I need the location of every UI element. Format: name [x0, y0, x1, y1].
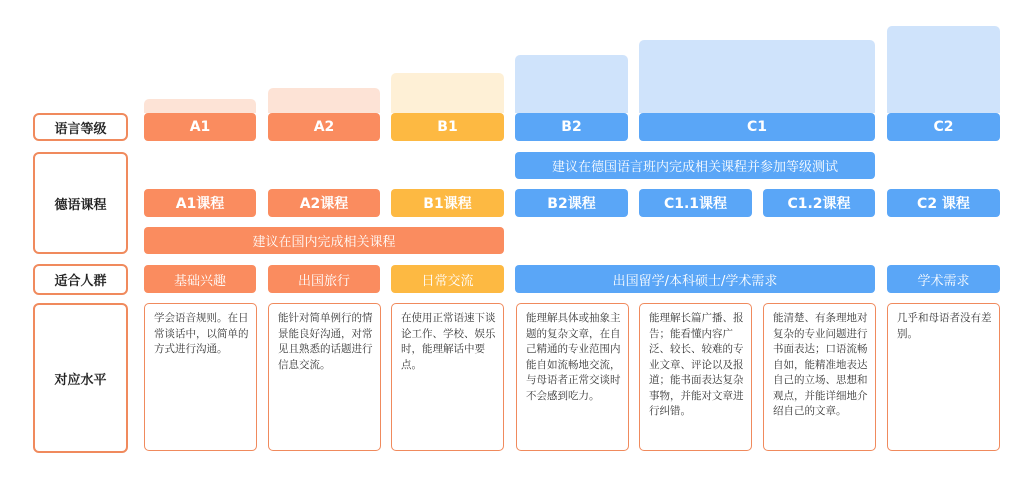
course-c1-1: [639, 189, 752, 217]
course-b1-text: B1课程: [423, 196, 472, 212]
course-b2: [515, 189, 628, 217]
description-c1-1-text: 能理解长篇广播、报告；能看懂内容广泛、较长、较难的专业文章、评论以及报道；能书面表达复杂事物，并能对文章进行纠错。: [649, 312, 744, 417]
course-a1: [144, 189, 256, 217]
description-b1: [391, 303, 504, 451]
audience-academic-text: 学术需求: [917, 273, 970, 289]
row-label-audience-text: 适合人群: [54, 274, 107, 289]
audience-basic-interest: [144, 265, 256, 293]
description-a2: [268, 303, 381, 451]
level-bar-a2: [268, 88, 380, 113]
course-c1-2: [763, 189, 875, 217]
germany-course-note: [515, 152, 875, 179]
course-c1-2-text: C1.2课程: [787, 196, 851, 212]
description-a2-text: 能针对简单例行的情景能良好沟通，对常见且熟悉的话题进行信息交流。: [278, 312, 373, 371]
audience-travel-text: 出国旅行: [297, 273, 350, 289]
course-b1: [391, 189, 504, 217]
description-b1-text: 在使用正常语速下谈论工作、学校、娱乐时，能理解话中要点。: [401, 312, 496, 371]
description-b2-text: 能理解具体或抽象主题的复杂文章，在自己精通的专业范围内能自如流畅地交流，与母语者正常交谈时不会感到吃力。: [526, 312, 621, 402]
level-bar-c1: [639, 40, 875, 113]
audience-basic-interest-text: 基础兴趣: [173, 273, 226, 289]
description-c2: [887, 303, 1000, 451]
description-c2-text: 几乎和母语者没有差别。: [897, 312, 992, 340]
level-c2-text: C2: [933, 119, 954, 135]
row-label-ability-text: 对应水平: [54, 372, 107, 388]
audience-study-abroad: [515, 265, 875, 293]
audience-study-abroad-text: 出国留学/本科硕士/学术需求: [612, 273, 778, 289]
domestic-course-note: [144, 227, 504, 254]
level-b2: [515, 113, 628, 141]
course-a2-text: A2课程: [299, 196, 349, 212]
row-label-level-text: 语言等级: [54, 121, 107, 137]
level-b1: [391, 113, 504, 141]
level-bar-c2: [887, 26, 1000, 113]
course-a1-text: A1课程: [175, 196, 225, 212]
level-bar-a1: [144, 99, 256, 113]
description-a1-text: 学会语音规则。在日常谈话中，以简单的方式进行沟通。: [154, 312, 249, 355]
level-b2-text: B2: [561, 119, 582, 135]
description-a1: [144, 303, 257, 451]
course-c2: [887, 189, 1000, 217]
level-a2-text: A2: [313, 119, 335, 135]
description-b2: [516, 303, 629, 451]
description-c1-2: [763, 303, 876, 451]
audience-daily: [391, 265, 504, 293]
level-a2: [268, 113, 380, 141]
course-a2: [268, 189, 380, 217]
level-bar-b2: [515, 55, 628, 113]
level-c2: [887, 113, 1000, 141]
germany-course-note-text: 建议在德国语言班内完成相关课程并参加等级测试: [551, 160, 838, 175]
course-c1-1-text: C1.1课程: [663, 196, 728, 212]
audience-academic: [887, 265, 1000, 293]
row-label-level: [33, 113, 128, 141]
description-c1-2-text: 能清楚、有条理地对复杂的专业问题进行书面表达；口语流畅自如，能精准地表达自己的立场、思想和观点，并能详细地介绍自己的文章。: [773, 312, 868, 417]
course-c2-text: C2 课程: [917, 196, 970, 212]
level-a1: [144, 113, 256, 141]
audience-daily-text: 日常交流: [421, 273, 474, 289]
level-a1-text: A1: [189, 119, 211, 135]
row-label-course-text: 德语课程: [54, 197, 107, 213]
row-label-course: [33, 152, 128, 254]
description-c1-1: [639, 303, 752, 451]
course-b2-text: B2课程: [547, 196, 596, 212]
level-b1-text: B1: [437, 119, 458, 135]
audience-travel: [268, 265, 380, 293]
domestic-course-note-text: 建议在国内完成相关课程: [252, 235, 396, 250]
level-c1-text: C1: [746, 119, 767, 135]
row-label-ability: [33, 303, 128, 453]
row-label-audience: [33, 264, 128, 295]
level-c1: [639, 113, 875, 141]
level-bar-b1: [391, 73, 504, 113]
